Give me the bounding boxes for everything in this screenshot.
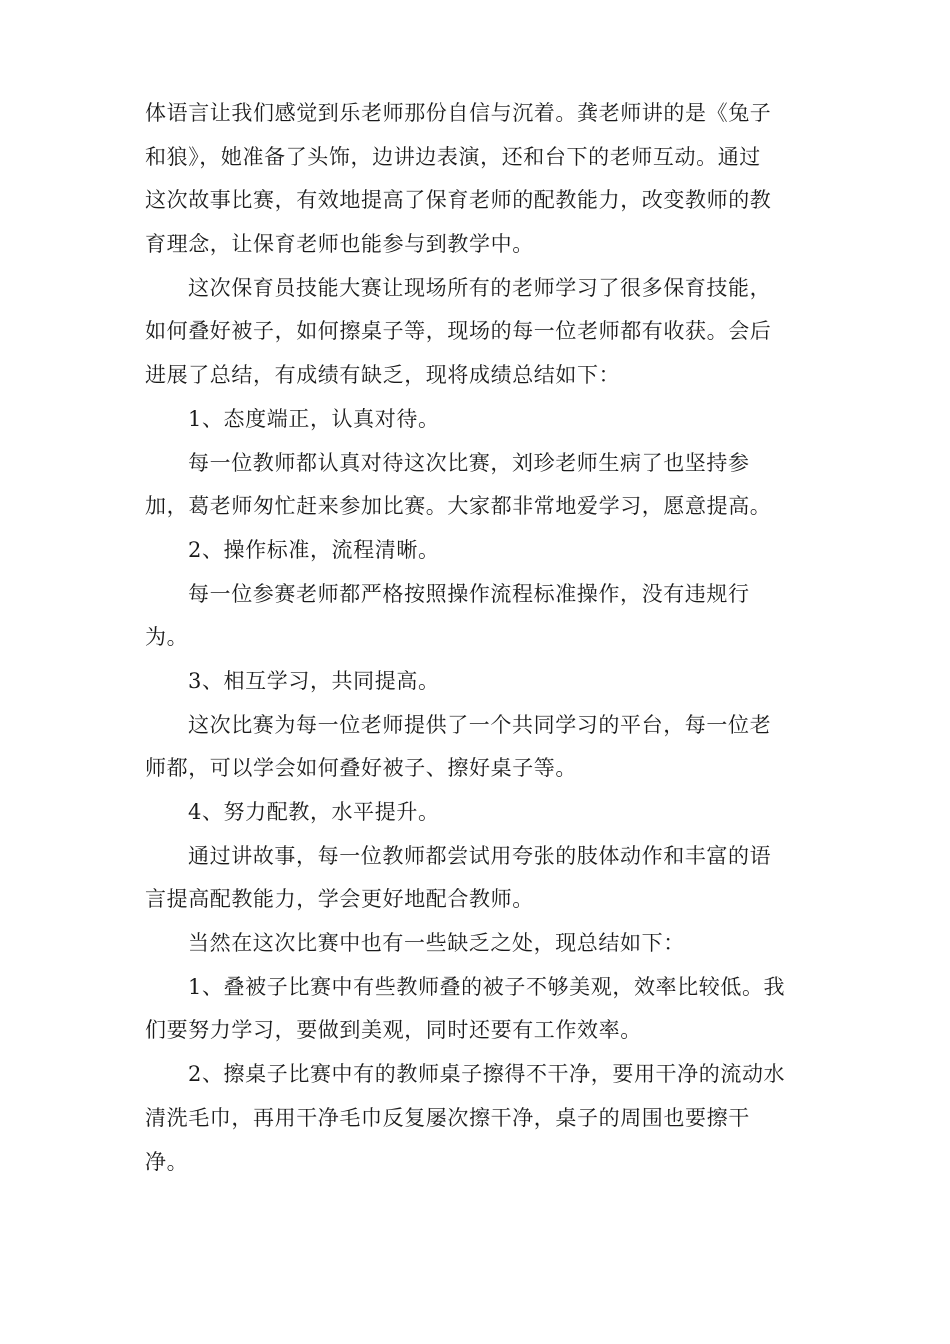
- text-line: 通过讲故事，每一位教师都尝试用夸张的肢体动作和丰富的语: [188, 843, 772, 868]
- text-line: 1、态度端正，认真对待。: [188, 406, 440, 431]
- text-line: 每一位参赛老师都严格按照操作流程标准操作，没有违规行: [188, 581, 750, 606]
- text-line: 这次故事比赛，有效地提高了保育老师的配教能力，改变教师的教: [145, 188, 772, 213]
- text-line: 体语言让我们感觉到乐老师那份自信与沉着。龚老师讲的是《兔子: [145, 101, 772, 125]
- text-line: 2、擦桌子比赛中有的教师桌子擦得不干净，要用干净的流动水: [188, 1062, 786, 1087]
- text-line: 育理念，让保育老师也能参与到教学中。: [145, 232, 534, 257]
- text-line: 进展了总结，有成绩有缺乏，现将成绩总结如下：: [145, 363, 621, 388]
- text-line: 2、操作标准，流程清晰。: [188, 537, 440, 562]
- text-line: 这次保育员技能大赛让现场所有的老师学习了很多保育技能，: [188, 275, 772, 300]
- text-line: 1、叠被子比赛中有些教师叠的被子不够美观，效率比较低。我: [188, 974, 786, 999]
- text-line: 这次比赛为每一位老师提供了一个共同学习的平台，每一位老: [188, 712, 772, 737]
- text-line: 当然在这次比赛中也有一些缺乏之处，现总结如下：: [188, 931, 685, 956]
- text-line: 3、相互学习，共同提高。: [188, 668, 440, 693]
- text-line: 为。: [145, 625, 189, 650]
- text-line: 师都，可以学会如何叠好被子、擦好桌子等。: [145, 756, 577, 781]
- document-body: [145, 92, 815, 1184]
- text-line: 和狼》，她准备了头饰，边讲边表演，还和台下的老师互动。通过: [145, 144, 761, 169]
- text-line: 净。: [145, 1149, 189, 1174]
- text-line: 言提高配教能力，学会更好地配合教师。: [145, 887, 534, 912]
- text-line: 清洗毛巾，再用干净毛巾反复屡次擦干净，桌子的周围也要擦干: [145, 1105, 750, 1130]
- text-line: 如何叠好被子，如何擦桌子等，现场的每一位老师都有收获。会后: [145, 319, 772, 344]
- text-line: 每一位教师都认真对待这次比赛，刘珍老师生病了也坚持参: [188, 450, 750, 475]
- text-line: 4、努力配教，水平提升。: [188, 800, 440, 824]
- text-line: 加，葛老师匆忙赶来参加比赛。大家都非常地爱学习，愿意提高。: [145, 494, 772, 519]
- text-line: 们要努力学习，要做到美观，同时还要有工作效率。: [145, 1018, 642, 1043]
